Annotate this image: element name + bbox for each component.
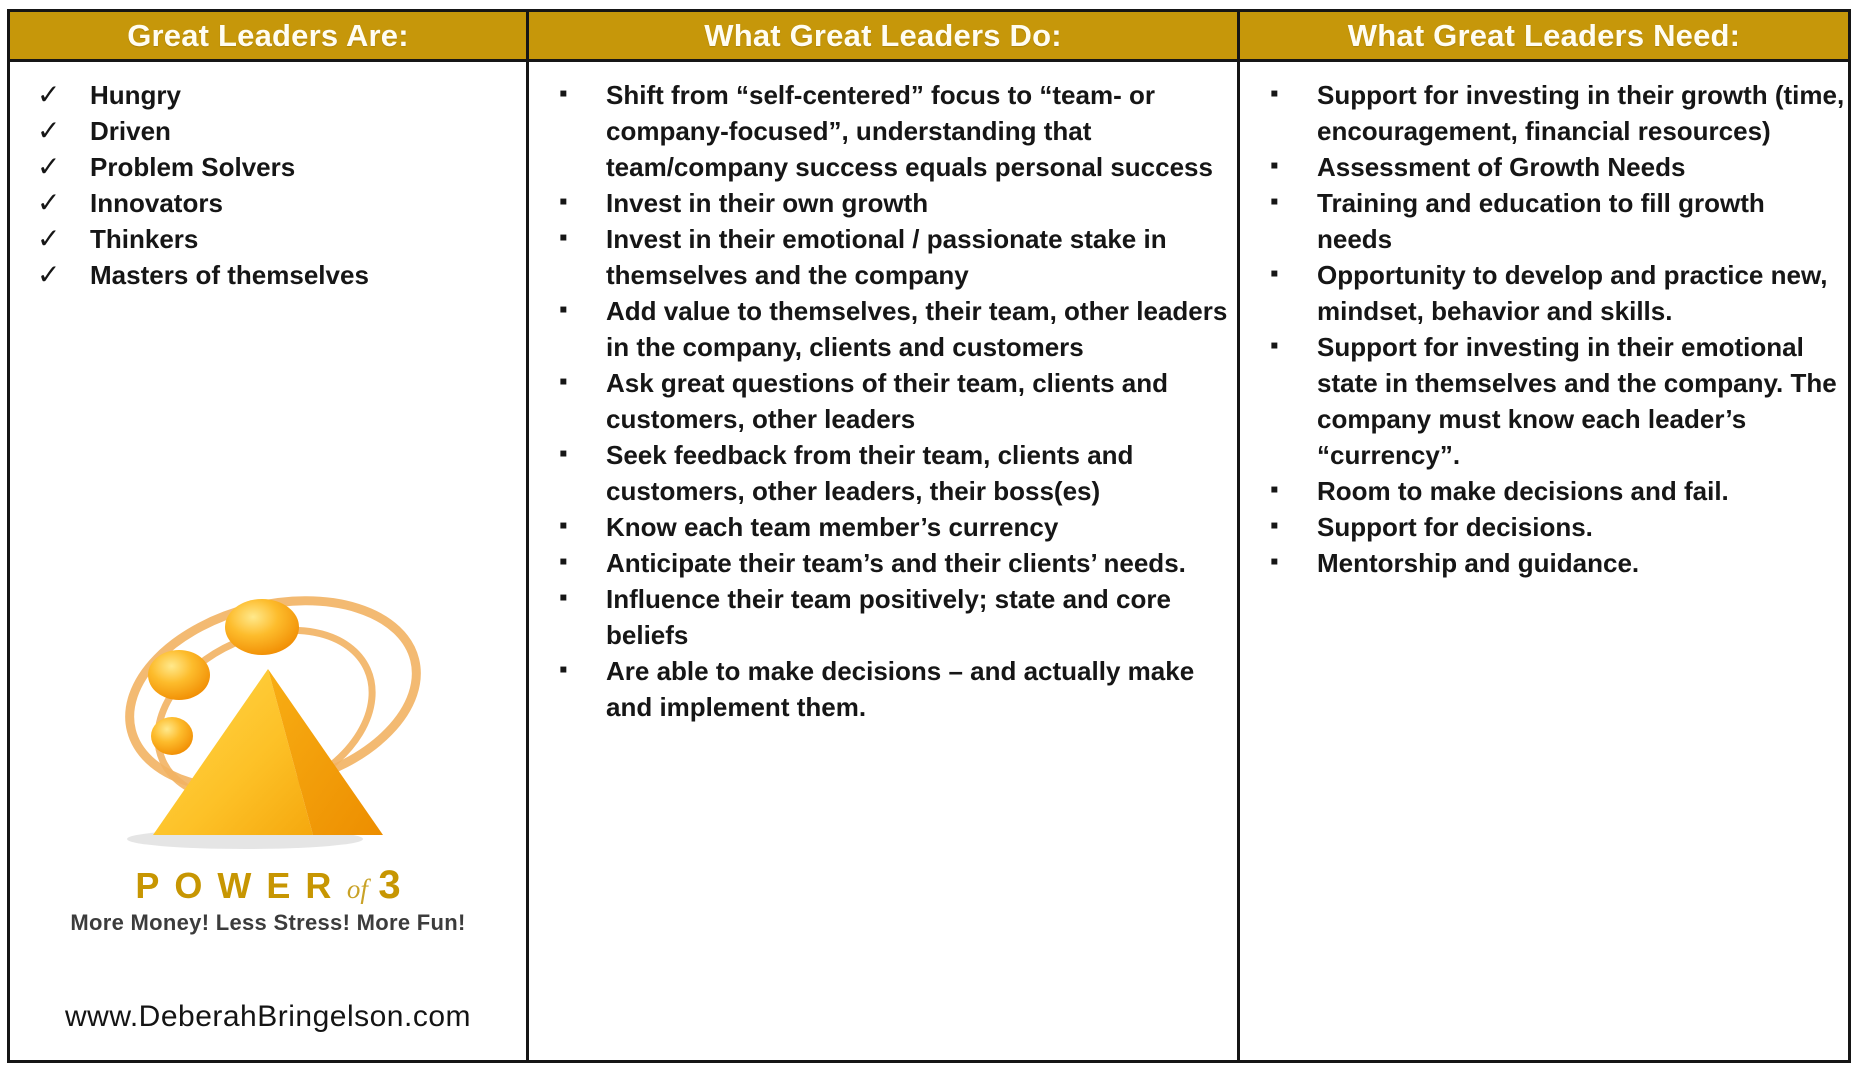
list-item-text: Know each team member’s currency (606, 512, 1059, 542)
square-bullet-icon: ▪ (559, 440, 568, 467)
square-bullet-icon: ▪ (559, 224, 568, 251)
logo-word-three: 3 (378, 863, 401, 907)
website-url: www.DeberahBringelson.com (64, 1000, 471, 1033)
list-item (1240, 473, 1848, 509)
list-item-text: Anticipate their team’s and their clients’ needs. (606, 548, 1186, 578)
checklist-great-leaders-are (10, 77, 526, 293)
square-bullet-icon: ▪ (1270, 260, 1279, 287)
check-icon: ✓ (37, 79, 61, 110)
list-item-text: Room to make decisions and fail. (1317, 476, 1729, 506)
column-body-great-leaders-are (10, 62, 529, 1060)
logo-tagline: More Money! Less Stress! More Fun! (70, 910, 466, 935)
list-item (529, 293, 1237, 365)
list-item (529, 509, 1237, 545)
check-icon: ✓ (37, 115, 61, 146)
list-item-text: Support for investing in their emotional state in themselves and the company. The company must know each leader’s “currency”. (1317, 332, 1837, 470)
square-bullet-icon: ▪ (1270, 512, 1279, 539)
column-body-what-great-leaders-need (1240, 62, 1848, 1060)
square-bullet-icon: ▪ (559, 80, 568, 107)
list-item-text: Seek feedback from their team, clients and customers, other leaders, their boss(es) (606, 440, 1134, 506)
square-bullet-icon: ▪ (1270, 188, 1279, 215)
list-item-text: Add value to themselves, their team, other leaders in the company, clients and customers (606, 296, 1228, 362)
list-item-text: Innovators (90, 188, 223, 218)
list-item (1240, 509, 1848, 545)
square-bullet-icon: ▪ (559, 368, 568, 395)
list-item (529, 581, 1237, 653)
list-item-text: Influence their team positively; state and core beliefs (606, 584, 1171, 650)
list-item (10, 113, 526, 149)
list-item (1240, 77, 1848, 149)
logo-word-of: of (346, 874, 368, 904)
list-item (529, 545, 1237, 581)
list-item-text: Ask great questions of their team, clients and customers, other leaders (606, 368, 1169, 434)
list-item-text: Driven (90, 116, 171, 146)
square-bullet-icon: ▪ (1270, 152, 1279, 179)
list-item-text: Mentorship and guidance. (1317, 548, 1640, 578)
bullet-list-what-great-leaders-need (1240, 77, 1848, 581)
column-body-what-great-leaders-do (529, 62, 1240, 1060)
list-item (529, 77, 1237, 185)
list-item-text: Hungry (90, 80, 181, 110)
column-header-great-leaders-are: Great Leaders Are: (10, 12, 529, 62)
list-item-text: Are able to make decisions – and actually make and implement them. (606, 656, 1195, 722)
list-item-text: Support for decisions. (1317, 512, 1593, 542)
list-item (10, 149, 526, 185)
list-item (529, 221, 1237, 293)
list-item-text: Assessment of Growth Needs (1317, 152, 1686, 182)
square-bullet-icon: ▪ (1270, 548, 1279, 575)
column-header-what-great-leaders-do: What Great Leaders Do: (529, 12, 1240, 62)
list-item (10, 185, 526, 221)
square-bullet-icon: ▪ (1270, 80, 1279, 107)
list-item (10, 257, 526, 293)
square-bullet-icon: ▪ (1270, 332, 1279, 359)
bullet-list-what-great-leaders-do (529, 77, 1237, 725)
list-item-text: Shift from “self-centered” focus to “team- or company-focused”, understanding that team/company success equals personal success (606, 80, 1213, 182)
list-item-text: Masters of themselves (90, 260, 369, 290)
power-of-3-logo (10, 577, 526, 936)
list-item (1240, 545, 1848, 581)
list-item (1240, 185, 1848, 257)
square-bullet-icon: ▪ (559, 656, 568, 683)
square-bullet-icon: ▪ (1270, 476, 1279, 503)
list-item (10, 77, 526, 113)
list-item-text: Invest in their own growth (606, 188, 929, 218)
list-item (1240, 257, 1848, 329)
list-item-text: Invest in their emotional / passionate stake in themselves and the company (606, 224, 1167, 290)
list-item (529, 653, 1237, 725)
list-item (1240, 149, 1848, 185)
list-item-text: Training and education to fill growth needs (1317, 188, 1765, 254)
list-item (10, 221, 526, 257)
check-icon: ✓ (37, 223, 61, 254)
list-item (1240, 329, 1848, 473)
logo-wordmark (10, 863, 526, 908)
check-icon: ✓ (37, 259, 61, 290)
logo-word-power: POWER (135, 865, 347, 906)
square-bullet-icon: ▪ (559, 296, 568, 323)
leadership-table (7, 9, 1851, 1063)
list-item (529, 365, 1237, 437)
square-bullet-icon: ▪ (559, 512, 568, 539)
square-bullet-icon: ▪ (559, 548, 568, 575)
check-icon: ✓ (37, 187, 61, 218)
list-item (529, 185, 1237, 221)
column-header-what-great-leaders-need: What Great Leaders Need: (1240, 12, 1848, 62)
list-item-text: Thinkers (90, 224, 199, 254)
pyramid-logo-icon (95, 577, 441, 869)
square-bullet-icon: ▪ (559, 584, 568, 611)
list-item-text: Opportunity to develop and practice new, mindset, behavior and skills. (1317, 260, 1828, 326)
list-item-text: Support for investing in their growth (time, encouragement, financial resources) (1317, 80, 1845, 146)
check-icon: ✓ (37, 151, 61, 182)
list-item-text: Problem Solvers (90, 152, 296, 182)
list-item (529, 437, 1237, 509)
square-bullet-icon: ▪ (559, 188, 568, 215)
